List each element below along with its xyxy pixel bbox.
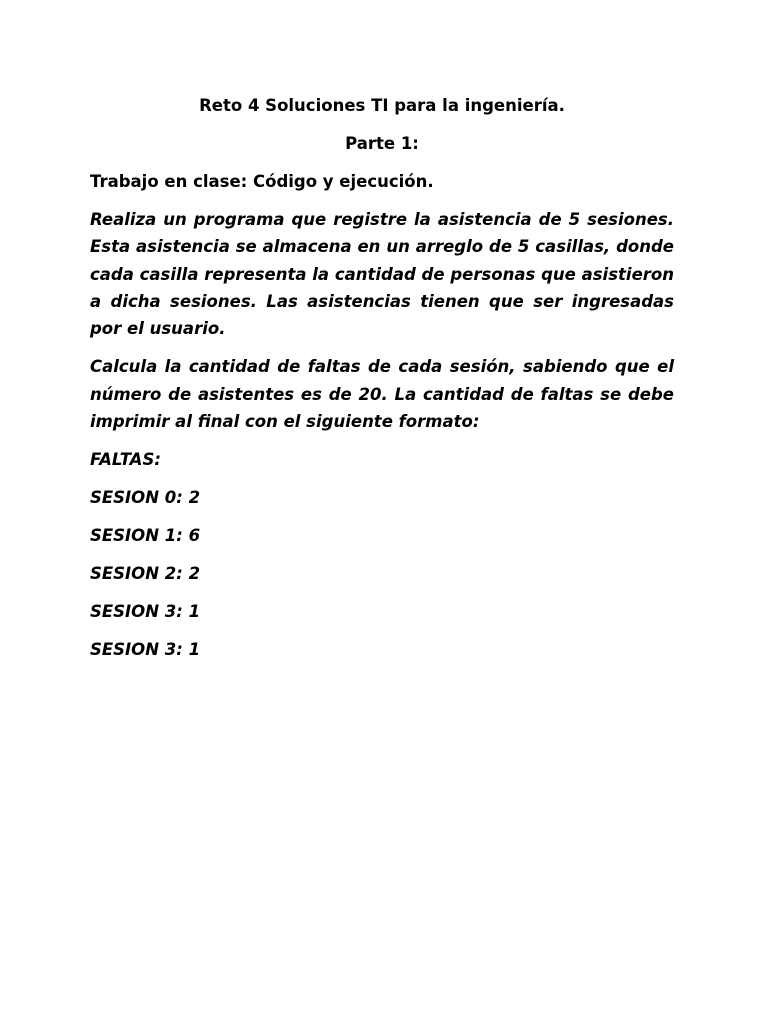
part-label: Parte 1: [345, 134, 419, 153]
instruction-paragraph-2: Calcula la cantidad de faltas de cada sesión, sabiendo que el número de asistentes es de 20. La cantidad de faltas se debe imprimir al final con el siguiente formato: [90, 357, 674, 432]
output-line-session-3-repeat: SESION 3: 1 [90, 640, 201, 660]
output-line-session-3: SESION 3: 1 [90, 602, 201, 622]
output-line-session-0: SESION 0: 2 [90, 488, 201, 508]
document-title: Reto 4 Soluciones TI para la ingeniería. [199, 96, 565, 115]
output-line-session-1: SESION 1: 6 [90, 526, 201, 546]
output-line-session-2: SESION 2: 2 [90, 564, 201, 584]
output-header: FALTAS: [90, 450, 161, 470]
section-heading: Trabajo en clase: Código y ejecución. [90, 172, 434, 191]
document-body [90, 92, 674, 674]
instruction-paragraph-1: Realiza un programa que registre la asistencia de 5 sesiones. Esta asistencia se almacena en un arreglo de 5 casillas, donde cada casilla representa la cantidad de personas que asistieron a dicha sesiones. Las asistencias tienen que ser ingresadas por el usuario. [90, 210, 674, 339]
